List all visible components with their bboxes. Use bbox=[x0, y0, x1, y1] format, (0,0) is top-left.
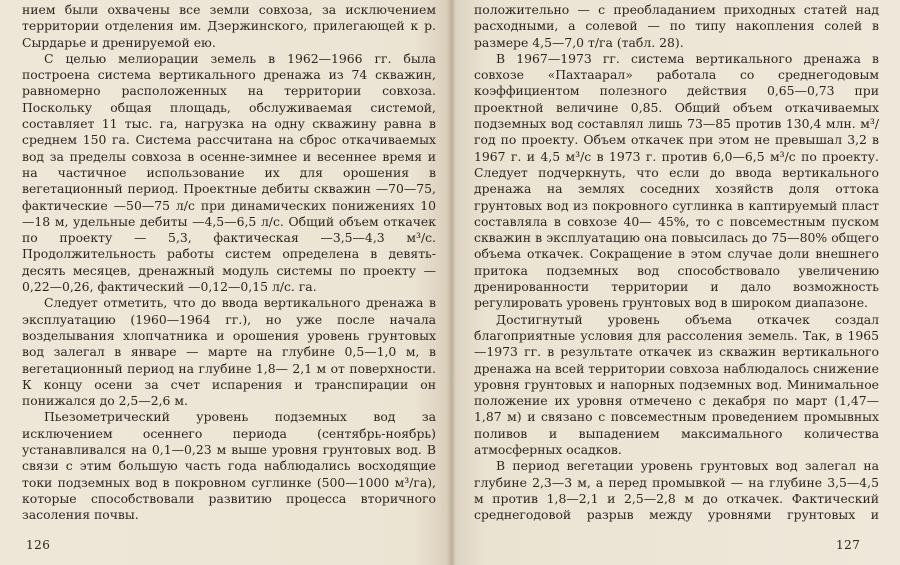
left-paragraph-2: С целью мелиорации земель в 1962—1966 гг. была построена система вертикального дренажа из 74 скважин, равномерно расположенных на территории совхоза. Поскольку общая площадь, обслуживаемая системой, составляет 11 тыс. га, нагрузка на одну скважину равна в среднем 150 га. Система рассчитана на сброс откачиваемых вод за пределы совхоза в осенне-зимнее и весеннее время и на частичное использование их для орошения в вегетационный период. Проектные дебиты скважин —70—75, фактические —50—75 л/с при динамических понижениях 10—18 м, удельные дебиты —4,5—6,5 л/с. Общий объем откачек по проекту — 5,3, фактическая —3,5—4,3 м³/с. Продолжительность работы систем определена в девять-десять месяцев, дренажный модуль системы по проекту —0,22—0,26, фактический —0,12—0,15 л/с. га. bbox=[22, 50, 436, 295]
left-page-number: 126 bbox=[26, 538, 51, 552]
left-paragraph-3: Следует отметить, что до ввода вертикального дренажа в эксплуатацию (1960—1964 гг.), но уже после начала возделывания хлопчатника и орошения уровень грунтовых вод залегал в январе — марте на глубине 0,5—1,0 м, в вегетационный период на глубине 1,8— 2,1 м от поверхности. К концу осени за счет испарения и транспирации он понижался до 2,5—2,6 м. bbox=[22, 295, 436, 409]
right-page bbox=[474, 2, 879, 522]
left-paragraph-1: нием были охвачены все земли совхоза, за исключением территории отделения им. Дзержинского, прилегающей к р. Сырдарье и дренируемой ею. bbox=[22, 2, 436, 50]
right-paragraph-1: положительно — с преобладанием приходных статей над расходными, а солевой — по типу накопления солей в размере 4,5—7,0 т/га (табл. 28). bbox=[474, 2, 879, 50]
right-page-number: 127 bbox=[836, 538, 861, 552]
right-paragraph-3: Достигнутый уровень объема откачек создал благоприятные условия для рассоления земель. Так, в 1965—1973 гг. в результате откачек из скважин вертикального дренажа на всей территории совхоза наблюдалось снижение уровня грунтовых и напорных подземных вод. Минимальное положение их уровня отмечено с декабря по март (1,47—1,87 м) и связано с повсеместным проведением промывных поливов и выпадением максимального количества атмосферных осадков. bbox=[474, 311, 879, 458]
book-gutter bbox=[448, 0, 456, 565]
right-paragraph-2: В 1967—1973 гг. система вертикального дренажа в совхозе «Пахтаарал» работала со среднегодовым коэффициентом полезного действия 0,65—0,73 при проектной величине 0,85. Общий объем откачиваемых подземных вод составлял лишь 73—85 против 130,4 млн. м³/год по проекту. Объем откачек при этом не превышал 3,2 в 1967 г. и 4,5 м³/с в 1973 г. против 6,0—6,5 м³/с по проекту. Следует подчеркнуть, что если до ввода вертикального дренажа на землях соседних хозяйств доля оттока грунтовых вод из покровного суглинка в каптируемый пласт составляла в совхозе 40— 45%, то с повсеместным пуском скважин в эксплуатацию она повысилась до 75—80% общего объема откачек. Сокращение в этом случае доли внешнего притока подземных вод способствовало увеличению дренированности территории и дало возможность регулировать уровень грунтовых вод в широком диапазоне. bbox=[474, 50, 879, 311]
right-paragraph-4: В период вегетации уровень грунтовых вод залегал на глубине 2,3—3 м, а перед промывкой — на глубине 3,5—4,5 м против 1,8—2,1 и 2,5—2,8 м до откачек. Фактический среднегодовой разрыв между уровнями грунтовых и bbox=[474, 458, 879, 522]
left-page bbox=[22, 2, 436, 522]
left-paragraph-4: Пьезометрический уровень подземных вод за исключением осеннего периода (сентябрь-ноябрь) устанавливался на 0,1—0,23 м выше уровня грунтовых вод. В связи с этим большую часть года наблюдались восходящие токи подземных вод в покровном суглинке (500—1000 м³/га), которые способствовали развитию процесса вторичного засоления почвы. bbox=[22, 409, 436, 522]
